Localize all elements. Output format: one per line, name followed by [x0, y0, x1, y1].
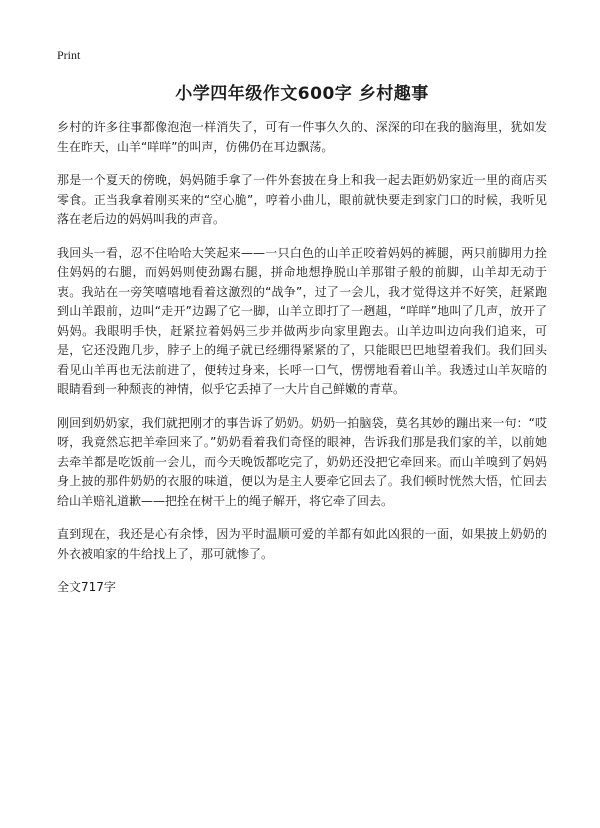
paragraph-4: 刚回到奶奶家，我们就把刚才的事告诉了奶奶。奶奶一拍脑袋，莫名其妙的蹦出来一句：“哎呀，我竟然忘把羊牵回来了。”奶奶看着我们奇怪的眼神，告诉我们那是我们家的羊，以前她去牵羊都是吃饭前一会儿，而今天晚饭都吃完了，奶奶还没把它牵回来。而山羊嗅到了妈妈身上披的那件奶奶的衣服的味道，便以为是主人要牵它回去了。我们顿时恍然大悟，忙回去给山羊赔礼道歉——把拴在树干上的绳子解开，将它牵了回去。 — [57, 415, 547, 508]
paragraph-3: 我回头一看，忍不住哈哈大笑起来——一只白色的山羊正咬着妈妈的裤腿，两只前脚用力拴住妈妈的右腿，而妈妈则使劲踢右腿，拼命地想挣脱山羊那钳子般的前脚，山羊却无动于衷。我站在一旁笑嘻嘻地看着这激烈的“战争”，过了一会儿，我才觉得这并不好笑，赶紧跑到山羊跟前，边叫“走开”边踢了它一脚，山羊立即打了一趔趄，“咩咩”地叫了几声，放开了妈妈。我眼明手快，赶紧拉着妈妈三步并做两步向家里跑去。山羊边叫边向我们追来，可是，它还没跑几步，脖子上的绳子就已经绷得紧紧的了，只能眼巴巴地望着我们。我们回头看见山羊再也无法前进了，便转过身来，长呼一口气，愣愣地看着山羊。我透过山羊灰暗的眼睛看到一种颓丧的神情，似乎它丢掉了一大片自己鲜嫩的青草。 — [57, 245, 547, 396]
paragraph-5: 直到现在，我还是心有余悸，因为平时温顺可爱的羊都有如此凶狠的一面，如果披上奶奶的外衣被咱家的牛给找上了，那可就惨了。 — [57, 527, 547, 561]
paragraph-1: 乡村的许多往事都像泡泡一样消失了，可有一件事久久的、深深的印在我的脑海里，犹如发生在昨天，山羊“咩咩”的叫声，仿佛仍在耳边飘荡。 — [57, 120, 547, 154]
page-title: 小学四年级作文600字 乡村趣事 — [175, 84, 429, 104]
word-count: 全文717字 — [57, 580, 116, 594]
paragraph-2: 那是一个夏天的傍晚，妈妈随手拿了一件外套披在身上和我一起去距奶奶家近一里的商店买零食。正当我拿着刚买来的“空心脆”，哼着小曲儿，眼前就快要走到家门口的时候，我听见落在老后边的妈妈叫我的声音。 — [57, 173, 547, 226]
print-link[interactable]: Print — [57, 48, 81, 62]
